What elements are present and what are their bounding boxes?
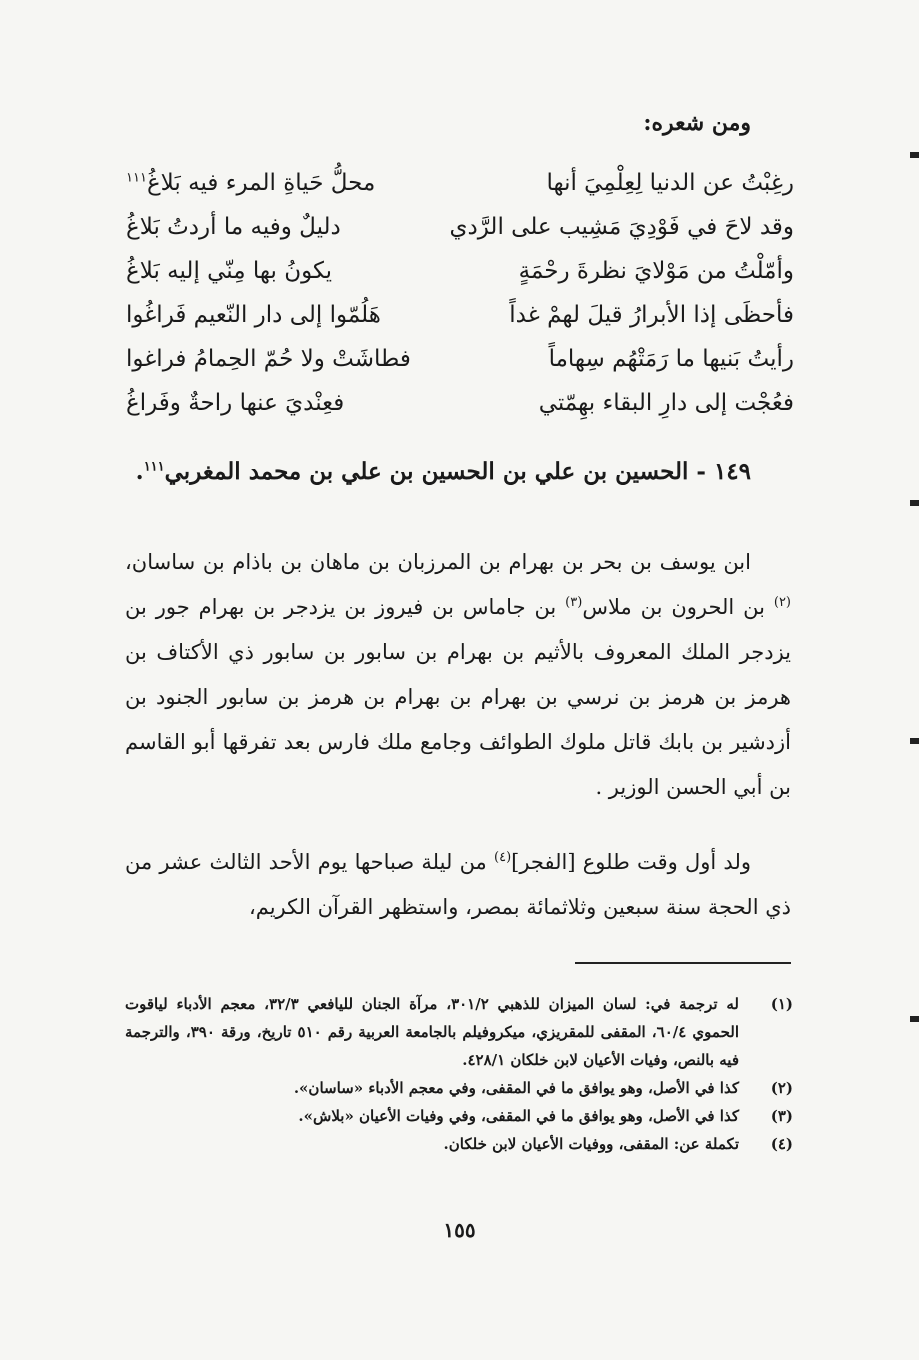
footnote-divider bbox=[575, 962, 791, 964]
footnote-text: كذا في الأصل، وهو يوافق ما في المقفى، وفي وفيات الأعيان «بلاش». bbox=[298, 1107, 739, 1125]
poem-verse bbox=[126, 214, 794, 258]
scan-edge-mark bbox=[910, 1016, 919, 1022]
verse-first-hemistich: وأمّلْتُ من مَوْلايَ نظرةَ رحْمَةٍ bbox=[518, 258, 794, 284]
verse-first-hemistich: رغِبْتُ عن الدنيا لِعِلْمِيَ أنها bbox=[546, 170, 794, 196]
poem-intro: ومن شعره: bbox=[643, 110, 751, 136]
verse-second-hemistich: يكونُ بها مِنّي إليه بَلاغُ bbox=[126, 258, 333, 284]
footnote-number: (٢) bbox=[770, 1079, 793, 1097]
entry-heading bbox=[136, 458, 751, 485]
verse-second-hemistich: فطاشَتْ ولا حُمّ الحِمامُ فراغوا bbox=[126, 346, 411, 372]
footnotes bbox=[125, 990, 793, 1158]
footnote-marker: ١١١ bbox=[143, 459, 165, 475]
body-paragraph bbox=[125, 840, 791, 930]
scan-edge-mark bbox=[910, 500, 919, 506]
footnote-number: (٣) bbox=[770, 1107, 793, 1125]
poem-verse bbox=[126, 258, 794, 302]
verse-first-hemistich: رأيتُ بَنيها ما رَمَتْهُم سِهاماً bbox=[548, 346, 794, 372]
footnote bbox=[125, 1074, 793, 1102]
scan-edge-mark bbox=[910, 152, 919, 158]
footnote-number: (١) bbox=[770, 995, 793, 1013]
poem-verse bbox=[126, 302, 794, 346]
footnote bbox=[125, 1102, 793, 1130]
verse-second-hemistich: محلُّ حَياةِ المرء فيه بَلاغُ$^{١١١}$ bbox=[126, 170, 376, 196]
entry-heading-text: ١٤٩ - الحسين بن علي بن الحسين بن علي بن محمد المغربي bbox=[164, 458, 751, 485]
footnote-text: كذا في الأصل، وهو يوافق ما في المقفى، وفي معجم الأدباء «ساسان». bbox=[293, 1079, 739, 1097]
entry-heading-end: . bbox=[135, 458, 144, 485]
footnote-marker: ١١١ bbox=[126, 170, 147, 186]
poem-verse bbox=[126, 170, 794, 214]
footnote bbox=[125, 1130, 793, 1158]
verse-second-hemistich: فعِنْديَ عنها راحةٌ وفَراغُ bbox=[126, 390, 345, 416]
body-paragraph bbox=[125, 540, 791, 810]
paragraph-text: من ليلة صباحها يوم الأحد الثالث عشر من ذي الحجة سنة سبعين وثلاثمائة بمصر، واستظهر القرآن الكريم، bbox=[125, 850, 791, 919]
paragraph-text: ولد أول وقت طلوع [الفجر] bbox=[511, 850, 751, 874]
paragraph-text: بن جاماس بن فيروز بن يزدجر بن بهرام جور بن يزدجر الملك المعروف بالأثيم بن بهرام بن سابور بن سابور ذي الأكتاف بن هرمز بن هرمز بن نرسي بن بهرام بن بهرام بن هرمز بن سابور الجنود بن أزدشير بن بابك قاتل ملوك الطوائف وجامع ملك فارس بعد تفرقها أبو القاسم بن أبي الحسن الوزير . bbox=[125, 595, 791, 799]
footnote-marker: (٤) bbox=[494, 850, 512, 865]
paragraph-text: بن الحرون بن ملاس bbox=[582, 595, 774, 619]
scan-edge-mark bbox=[910, 738, 919, 744]
poem-verse bbox=[126, 346, 794, 390]
verse-second-hemistich: هَلُمّوا إلى دار النّعيم فَراغُوا bbox=[126, 302, 381, 328]
page-number: ١٥٥ bbox=[443, 1218, 476, 1242]
verse-first-hemistich: وقد لاحَ في فَوْدِيَ مَشِيب على الرَّدي bbox=[449, 214, 794, 240]
verse-second-hemistich: دليلٌ وفيه ما أردتُ بَلاغُ bbox=[126, 214, 341, 240]
footnote-text: تكملة عن: المقفى، ووفيات الأعيان لابن خلكان. bbox=[443, 1135, 739, 1153]
footnote-text: له ترجمة في: لسان الميزان للذهبي ٣٠١/٢، مرآة الجنان لليافعي ٣٢/٣، معجم الأدباء لياقوت الحموي ٦٠/٤، المقفى للمقريزي، ميكروفيلم بالجامعة العربية رقم ٥١٠ تاريخ، ورقة ٣٩٠، والترجمة فيه بالنص، وفيات الأعيان لابن خلكان ٤٢٨/١. bbox=[125, 995, 739, 1069]
poem-verse bbox=[126, 390, 794, 434]
footnote-marker: (٣) bbox=[565, 595, 583, 610]
paragraph-text: ابن يوسف بن بحر بن بهرام بن المرزبان بن ماهان بن باذام بن ساسان، bbox=[125, 550, 751, 574]
footnote bbox=[125, 990, 793, 1074]
footnote-number: (٤) bbox=[770, 1135, 793, 1153]
poem bbox=[126, 170, 794, 434]
verse-first-hemistich: فأحظَى إذا الأبرارُ قيلَ لهمْ غداً bbox=[509, 302, 794, 328]
verse-first-hemistich: فعُجْت إلى دارِ البقاء بهِمّتي bbox=[538, 390, 794, 416]
footnote-marker: (٢) bbox=[773, 595, 791, 610]
